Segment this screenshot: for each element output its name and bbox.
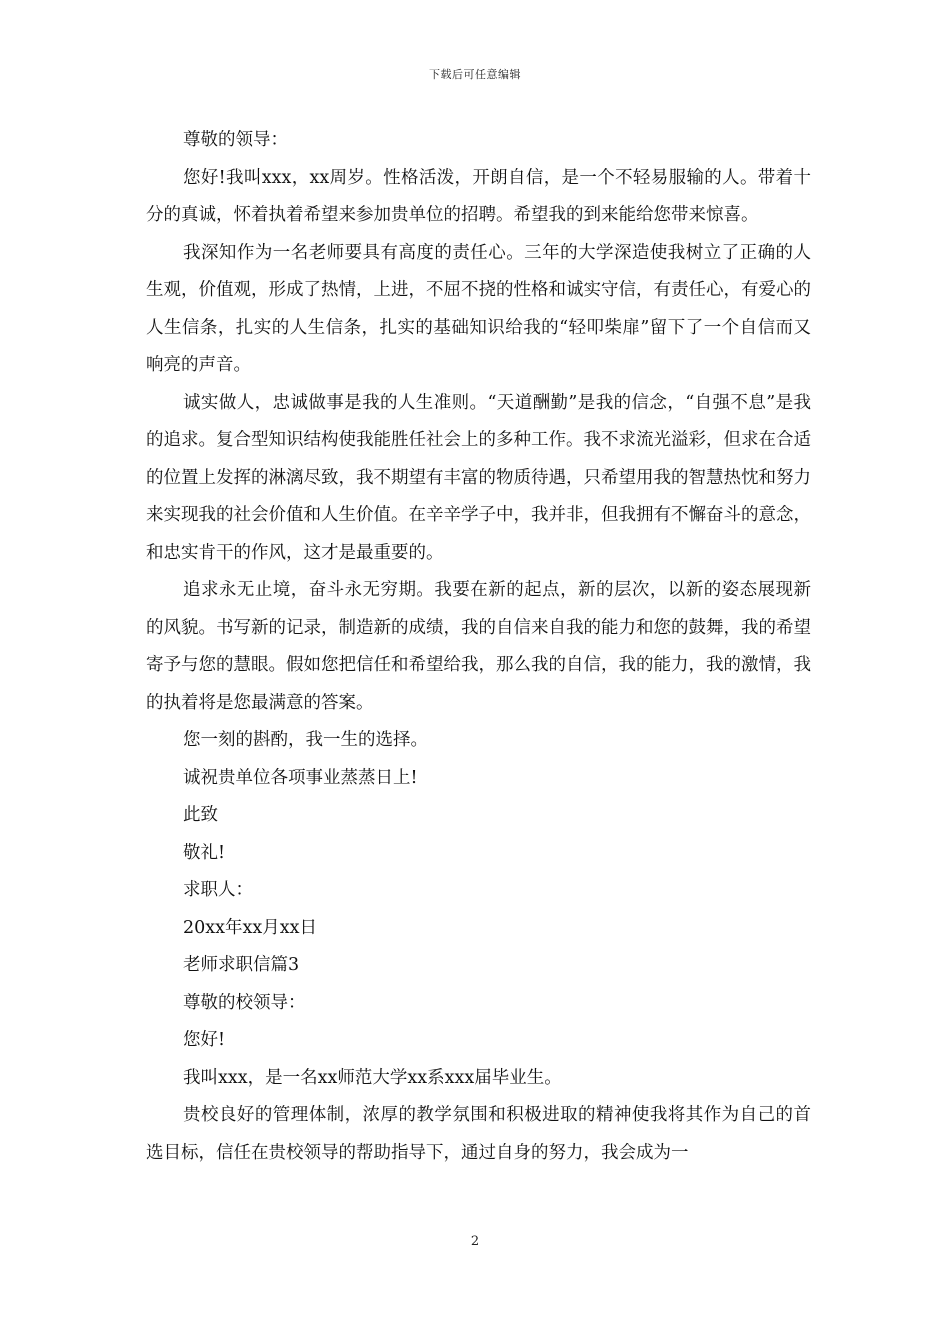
letter-date: 20xx年xx月xx日 — [183, 917, 317, 938]
paragraph-principles: 诚实做人，忠诚做事是我的人生准则。“天道酬勤”是我的信念，“自强不息”是我的追求。复合型知识结构使我能胜任社会上的多种工作。我不求流光溢彩，但求在合适的位置上发挥的淋漓尽致，我不期望有丰富的物质待遇，只希望用我的智慧热忱和努力来实现我的社会价值和人生价值。在辛辛学子中，我并非，但我拥有不懈奋斗的意念，和忠实肯干的作风，这才是最重要的。 — [146, 392, 811, 563]
section-title: 老师求职信篇3 — [183, 955, 300, 975]
page-number: 2 — [470, 1234, 480, 1249]
closing-cizhi: 此致 — [183, 805, 218, 825]
paragraph-pursuit: 追求永无止境，奋斗永无穷期。我要在新的起点，新的层次，以新的姿态展现新的风貌。书写新的记录，制造新的成绩，我的自信来自我的能力和您的鼓舞，我的希望寄予与您的慧眼。假如您把信任和希望给我，那么我的自信，我的能力，我的激情，我的执着将是您最满意的答案。 — [146, 580, 811, 713]
salutation-2: 尊敬的校领导： — [183, 992, 306, 1013]
closing-jingli: 敬礼! — [183, 842, 226, 863]
paragraph-school-2: 贵校良好的管理体制，浓厚的教学氛围和积极进取的精神使我将其作为自己的首选目标，信任在贵校领导的帮助指导下，通过自身的努力，我会成为一 — [146, 1105, 811, 1163]
paragraph-responsibility: 我深知作为一名老师要具有高度的责任心。三年的大学深造使我树立了正确的人生观，价值观，形成了热情，上进，不屈不挠的性格和诚实守信，有责任心，有爱心的人生信条，扎实的人生信条，扎实的基础知识给我的“轻叩柴扉”留下了一个自信而又响亮的声音。 — [146, 242, 811, 375]
applicant-label: 求职人： — [183, 880, 253, 900]
paragraph-intro: 您好!我叫xxx，xx周岁。性格活泼，开朗自信，是一个不轻易服输的人。带着十分的真诚，怀着执着希望来参加贵单位的招聘。希望我的到来能给您带来惊喜。 — [146, 167, 811, 225]
page-header-note: 下载后可任意编辑 — [429, 68, 521, 81]
letter-body — [146, 122, 811, 1172]
salutation: 尊敬的领导： — [183, 130, 288, 150]
greeting-2: 您好! — [183, 1030, 226, 1050]
paragraph-wishes: 诚祝贵单位各项事业蒸蒸日上! — [183, 767, 418, 788]
paragraph-choice: 您一刻的斟酌，我一生的选择。 — [183, 730, 428, 750]
paragraph-self-intro-2: 我叫xxx，是一名xx师范大学xx系xxx届毕业生。 — [183, 1067, 562, 1088]
